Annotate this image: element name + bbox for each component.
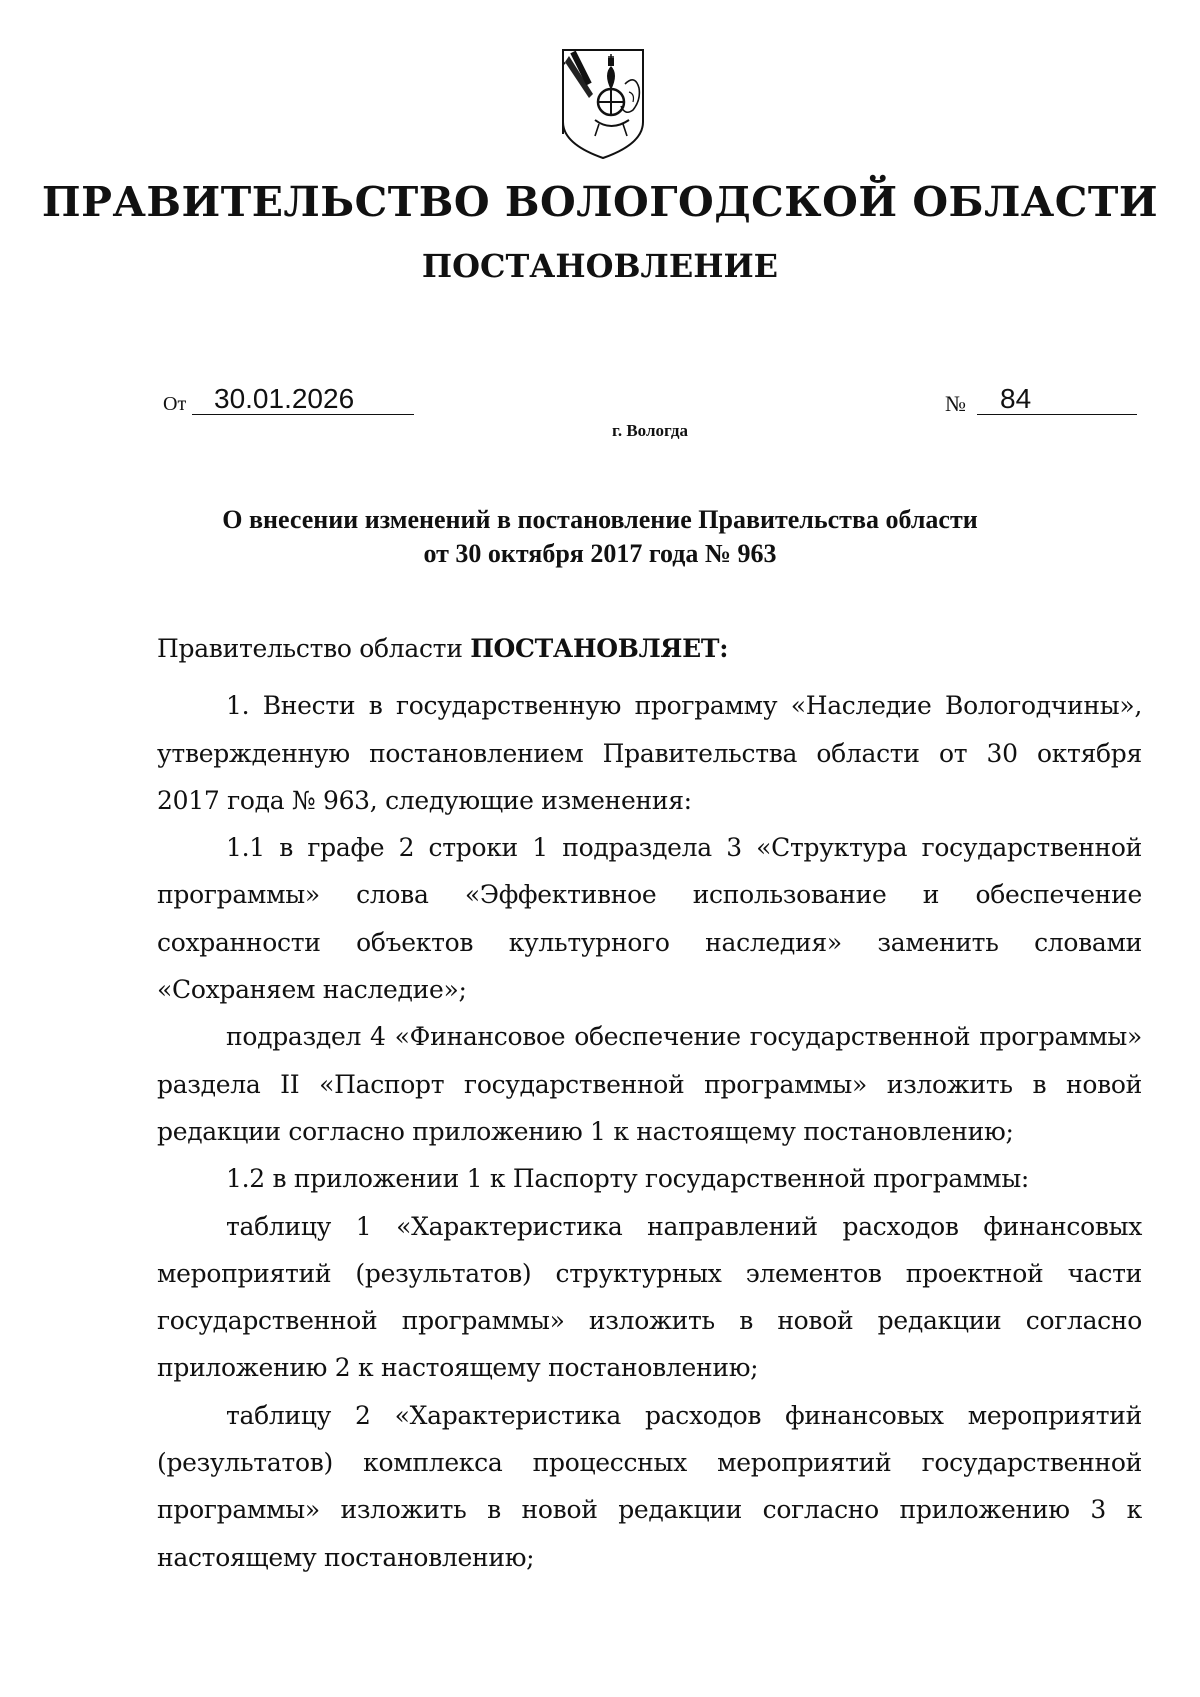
date-label: От: [163, 393, 187, 415]
document-type-title: ПОСТАНОВЛЕНИЕ: [421, 247, 779, 285]
subject-line-2: от 30 октября 2017 года № 963: [423, 539, 777, 568]
paragraph-subsection-4: подраздел 4 «Финансовое обеспечение государственной программы» раздела II «Паспорт государственной программы» изложить в новой редакции согласно приложению 1 к настоящему постановлению;: [157, 1022, 1142, 1146]
document-body: [157, 625, 1142, 1581]
date-value: 30.01.2026: [214, 383, 355, 414]
lead-verb: ПОСТАНОВЛЯЕТ:: [470, 634, 729, 663]
city-label: г. Вологда: [612, 421, 688, 440]
number-label: №: [945, 391, 966, 416]
lead-paragraph: [157, 625, 1142, 672]
paragraph-1-2: 1.2 в приложении 1 к Паспорту государственной программы:: [226, 1164, 1030, 1194]
paragraph-table-1: таблицу 1 «Характеристика направлений расходов финансовых мероприятий (результатов) структурных элементов проектной части государственной программы» изложить в новой редакции согласно приложению 2 к настоящему постановлению;: [157, 1211, 1142, 1383]
document-subject: [150, 503, 1050, 571]
subject-line-1: О внесении изменений в постановление Правительства области: [222, 505, 978, 534]
paragraph-1: 1. Внести в государственную программу «Наследие Вологодчины», утвержденную постановлением Правительства области от 30 октября 2017 года № 963, следующие изменения:: [157, 691, 1142, 815]
government-title: ПРАВИТЕЛЬСТВО ВОЛОГОДСКОЙ ОБЛАСТИ: [41, 178, 1159, 226]
paragraph-1-1: 1.1 в графе 2 строки 1 подраздела 3 «Структура государственной программы» слова «Эффективное использование и обеспечение сохранности объектов культурного наследия» заменить словами «Сохраняем наследие»;: [157, 833, 1142, 1005]
lead-prefix: Правительство области: [157, 634, 463, 663]
vologda-coat-of-arms-icon: [559, 44, 647, 160]
number-value: 84: [1000, 383, 1032, 414]
paragraph-table-2: таблицу 2 «Характеристика расходов финансовых мероприятий (результатов) комплекса процессных мероприятий государственной программы» изложить в новой редакции согласно приложению 3 к настоящему постановлению;: [157, 1400, 1142, 1572]
